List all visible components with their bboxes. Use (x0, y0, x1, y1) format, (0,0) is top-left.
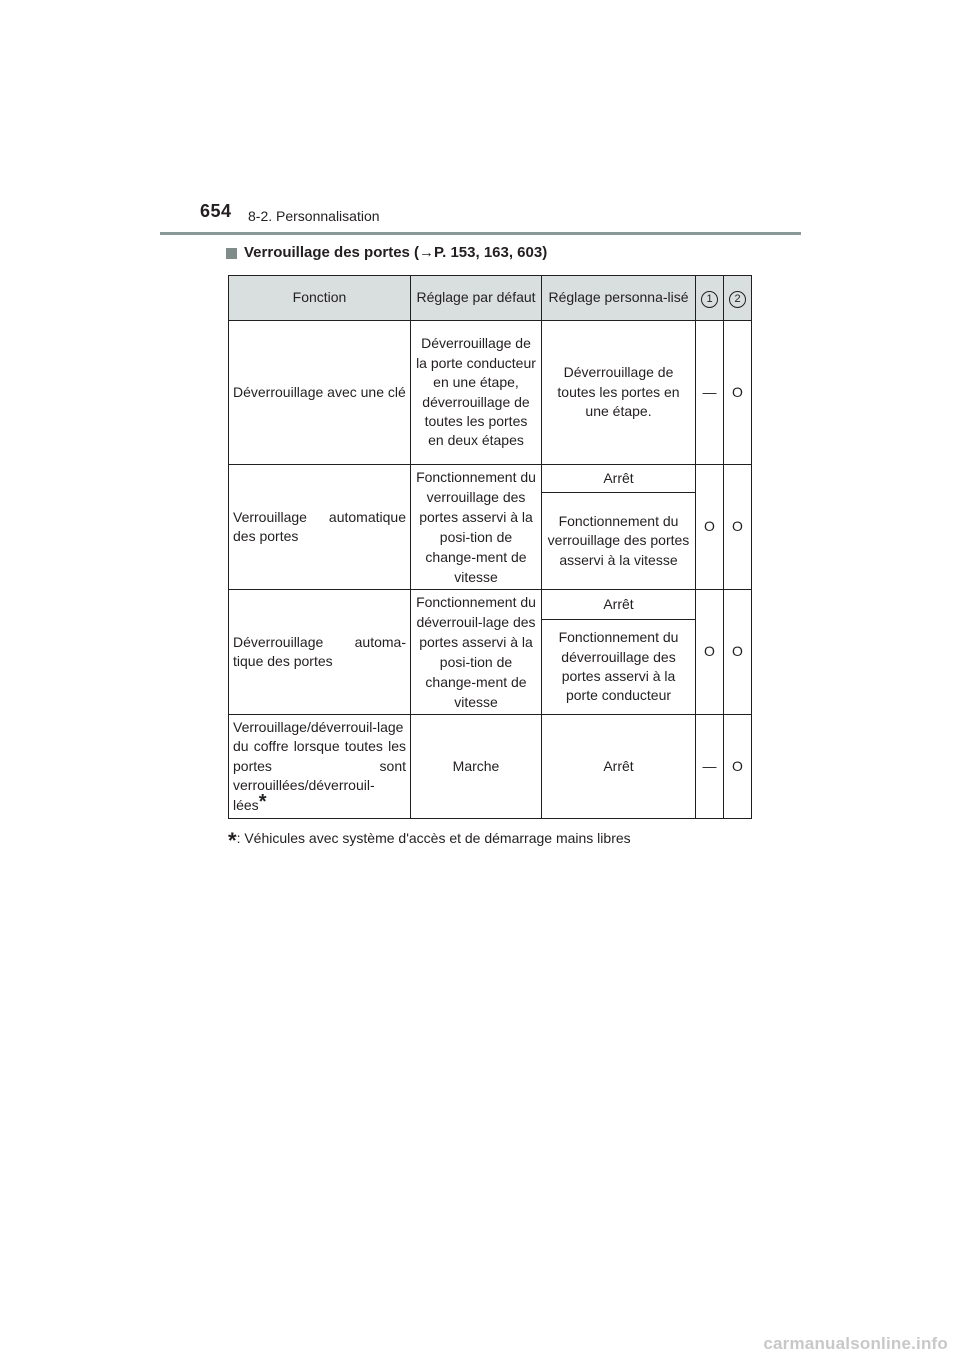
row-1-fonction: Déverrouillage avec une clé (229, 321, 411, 465)
row-4-fonction (229, 715, 411, 819)
subheading (226, 244, 547, 261)
row-1-perso: Déverrouillage de toutes les portes en une étape. (542, 321, 696, 465)
footnote-marker: * (258, 790, 267, 813)
page-number: 654 (200, 201, 232, 221)
header-perso: Réglage personna-lisé (542, 276, 696, 321)
header-defaut: Réglage par défaut (411, 276, 542, 321)
table-row (229, 715, 752, 819)
table-row (229, 590, 752, 620)
row-3-perso-b: Fonctionnement du déverrouillage des portes asservi à la porte conducteur (542, 620, 696, 715)
row-2-perso-a: Arrêt (542, 465, 696, 493)
settings-table (228, 275, 752, 819)
subheading-text: Verrouillage des portes (→P. 153, 163, 603) (244, 244, 548, 261)
row-1-col1: — (696, 321, 724, 465)
table-row (229, 321, 752, 465)
row-2-fonction: Verrouillage automatique des portes (229, 465, 411, 590)
footnote-text: : Véhicules avec système d'accès et de démarrage mains libres (236, 830, 631, 846)
row-4-col1: — (696, 715, 724, 819)
table-header-row (229, 276, 752, 321)
row-4-fonction-text: Verrouillage/déverrouil-lage du coffre lorsque toutes les portes sont verrouillées/déverrouil-lées (233, 718, 406, 813)
row-3-defaut: Fonctionnement du déverrouil-lage des portes asservi à la posi-tion de change-ment de vitesse (411, 590, 542, 715)
row-4-perso: Arrêt (542, 715, 696, 819)
row-3-fonction: Déverrouillage automa-tique des portes (229, 590, 411, 715)
row-4-defaut: Marche (411, 715, 542, 819)
row-4-col2: O (724, 715, 752, 819)
footnote (228, 830, 631, 856)
section-header: 8-2. Personnalisation (248, 208, 380, 224)
row-1-col2: O (724, 321, 752, 465)
row-2-perso-b: Fonctionnement du verrouillage des portes asservi à la vitesse (542, 493, 696, 590)
row-2-defaut: Fonctionnement du verrouillage des portes asservi à la posi-tion de change-ment de vitesse (411, 465, 542, 590)
footnote-star: * (228, 828, 237, 853)
header-rule (160, 232, 801, 235)
row-1-defaut: Déverrouillage de la porte conducteur en une étape, déverrouillage de toutes les portes en deux étapes (411, 321, 542, 465)
row-3-col2: O (724, 590, 752, 715)
row-2-col2: O (724, 465, 752, 590)
row-3-col1: O (696, 590, 724, 715)
header-col1 (696, 276, 724, 321)
circled-two: 2 (729, 291, 746, 308)
watermark: carmanualsonline.info (763, 1334, 948, 1353)
row-3-perso-a: Arrêt (542, 590, 696, 620)
header-fonction: Fonction (229, 276, 411, 321)
table-row (229, 465, 752, 493)
header-col2 (724, 276, 752, 321)
circled-one: 1 (701, 291, 718, 308)
row-2-col1: O (696, 465, 724, 590)
square-bullet-icon (226, 248, 237, 259)
